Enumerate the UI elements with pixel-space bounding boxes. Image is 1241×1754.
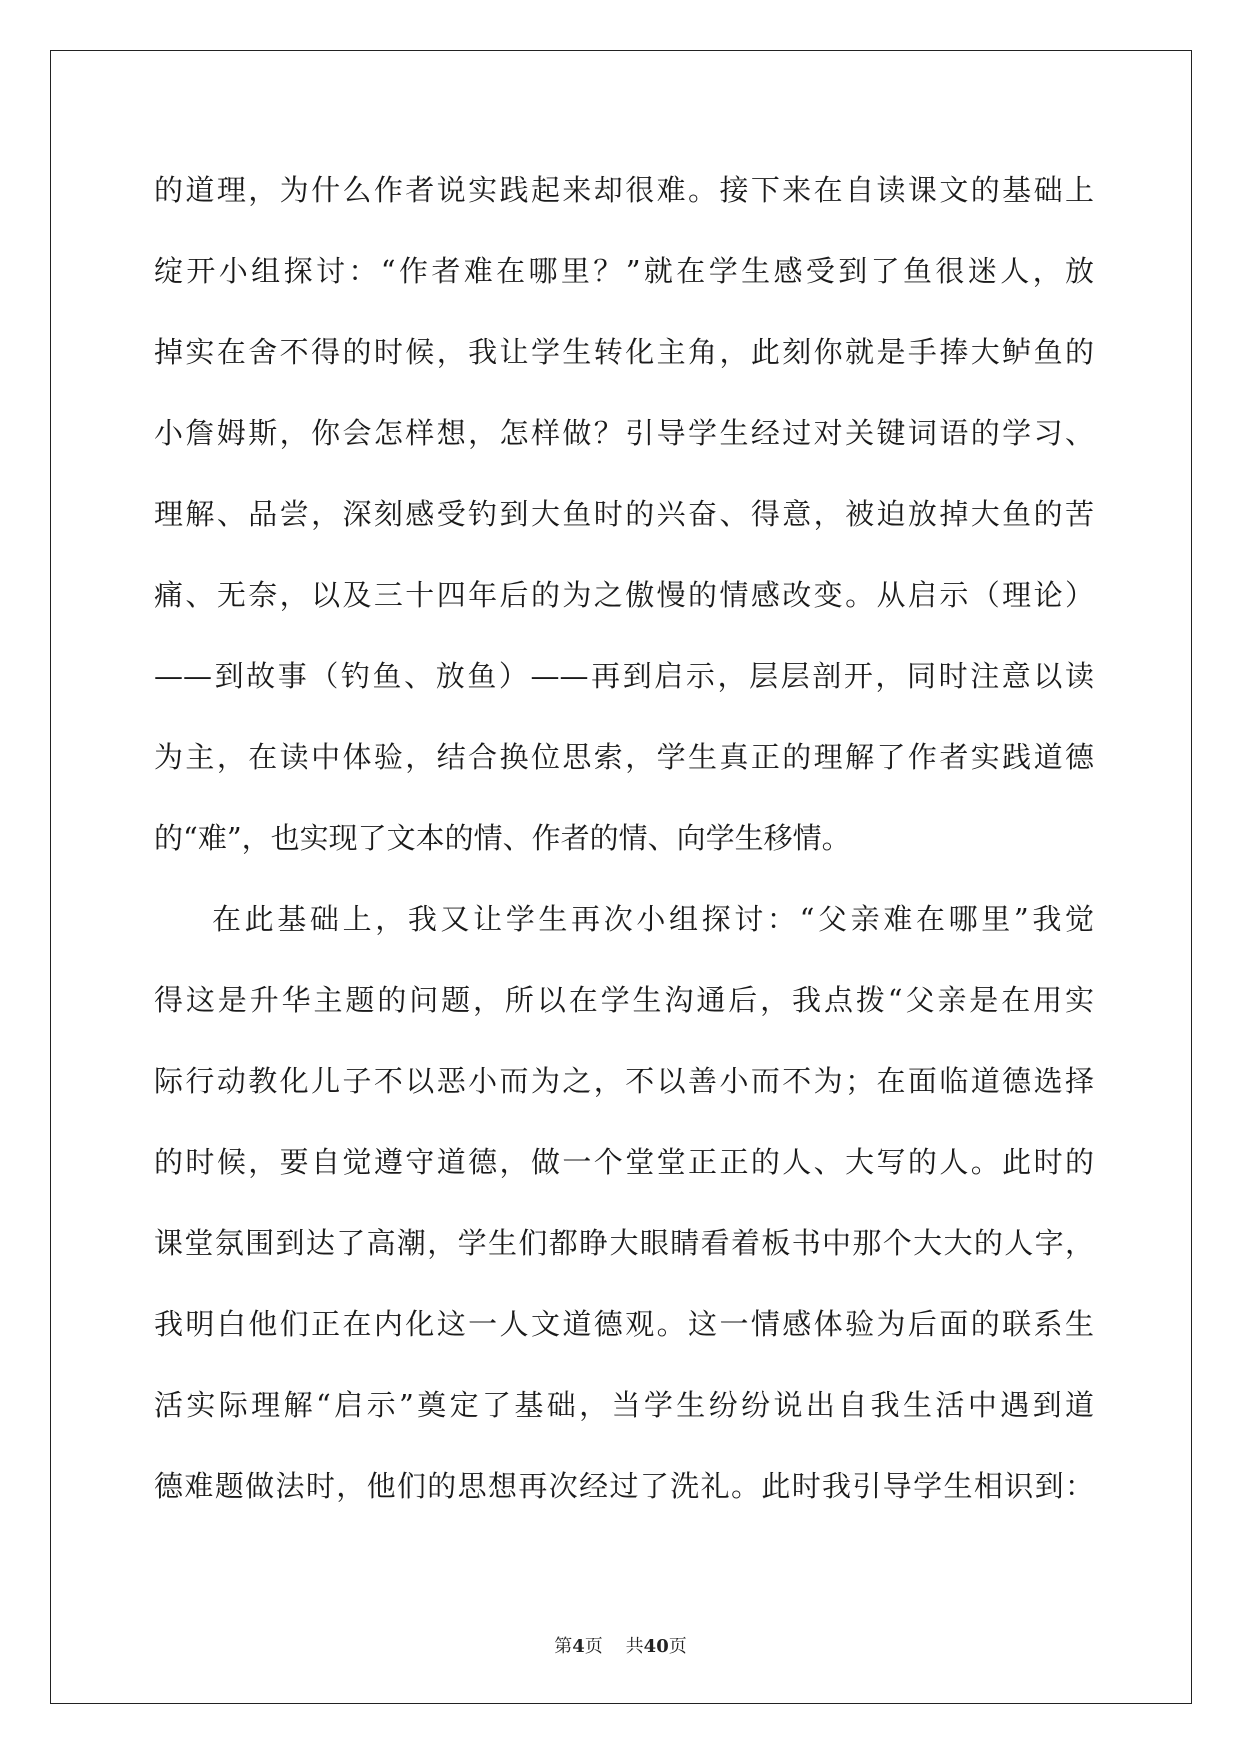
text-line: ——到故事（钓鱼、放鱼）——再到启示，层层剖开，同时注意以读: [154, 659, 1094, 693]
text-line: 小詹姆斯，你会怎样想，怎样做？引导学生经过对关键词语的学习、: [154, 416, 1094, 450]
text-line: 掉实在舍不得的时候，我让学生转化主角，此刻你就是手捧大鲈鱼的: [154, 335, 1094, 369]
current-page-number: 4: [572, 1636, 585, 1657]
text-line: 在此基础上，我又让学生再次小组探讨：“父亲难在哪里”我觉: [212, 902, 1094, 936]
text-line: 的道理，为什么作者说实践起来却很难。接下来在自读课文的基础上: [154, 173, 1094, 207]
text-line: 得这是升华主题的问题，所以在学生沟通后，我点拨“父亲是在用实: [154, 983, 1094, 1017]
text-line: 的“难”，也实现了文本的情、作者的情、向学生移情。: [154, 821, 851, 855]
footer-suffix: 页: [668, 1636, 687, 1657]
text-line: 际行动教化儿子不以恶小而为之，不以善小而不为；在面临道德选择: [154, 1064, 1094, 1098]
footer-prefix: 第: [554, 1636, 573, 1657]
text-line: 活实际理解“启示”奠定了基础，当学生纷纷说出自我生活中遇到道: [154, 1388, 1094, 1422]
text-line: 课堂氛围到达了高潮，学生们都睁大眼睛看着板书中那个大大的人字，: [154, 1226, 1094, 1260]
text-line: 绽开小组探讨：“作者难在哪里？”就在学生感受到了鱼很迷人，放: [154, 254, 1094, 288]
document-body: [154, 163, 1094, 1540]
text-line: 德难题做法时，他们的思想再次经过了洗礼。此时我引导学生相识到：: [154, 1469, 1094, 1503]
text-line: 我明白他们正在内化这一人文道德观。这一情感体验为后面的联系生: [154, 1307, 1094, 1341]
text-line: 为主，在读中体验，结合换位思索，学生真正的理解了作者实践道德: [154, 740, 1094, 774]
text-line: 的时候，要自觉遵守道德，做一个堂堂正正的人、大写的人。此时的: [154, 1145, 1094, 1179]
total-page-number: 40: [643, 1636, 669, 1657]
text-line: 痛、无奈，以及三十四年后的为之傲慢的情感改变。从启示（理论）: [154, 578, 1094, 612]
footer-middle: 页 共: [584, 1636, 644, 1657]
text-line: 理解、品尝，深刻感受钓到大鱼时的兴奋、得意，被迫放掉大鱼的苦: [154, 497, 1094, 531]
page-footer: [0, 1632, 1241, 1658]
